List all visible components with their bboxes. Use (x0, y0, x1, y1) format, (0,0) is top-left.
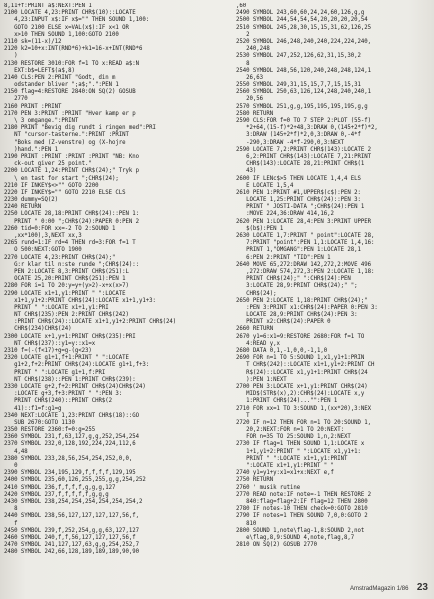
code-line: :MOVE 224,36:DRAW 414,16,2 (236, 211, 334, 218)
code-line: 2750 RETURN (236, 477, 274, 484)
code-line: 2510 SYMBOL 245,28,30,15,15,31,62,126,25 (236, 24, 371, 31)
code-line: 2660 RETURN (236, 326, 274, 333)
code-line: PEN 2:LOCATE 8,3:PRINT CHR$(251):L (4, 268, 129, 275)
code-line: 2440 SYMBOL 238,56,127,127,127,127,56,f, (4, 513, 139, 520)
code-line: EXT:b$=LEFT$(a$,8) (4, 67, 75, 74)
code-line: 2380 SYMBOL 233,28,56,254,254,252,0,0, (4, 455, 133, 462)
code-line: 810 (236, 520, 257, 527)
code-line: 3:LOCATE 28,9:PRINT CHR$(24);" "; (236, 283, 358, 290)
code-line: ,xx*100),3,NEXT xx,3 (4, 233, 82, 239)
code-line: 2170 PEN 3:PRINT :PRINT "Hver kamp er p (4, 110, 136, 117)
code-line: 2250 LOCATE 28,18:PRINT CHR$(24)::PEN 1: (4, 211, 139, 218)
page-number: 23 (416, 582, 428, 593)
code-line: PRINT " ":LOCATE x1+1,y1:PRI (4, 304, 109, 311)
code-line: $(b$):PEN 1 (236, 225, 284, 232)
code-line: 2730 IF flag=1 THEN SOUND 1,1:LOCATE x (236, 441, 365, 448)
code-line: OCATE 25,20:PRINT CHR$(251):PEN 1 (4, 276, 126, 283)
code-line: 26,63 (236, 74, 263, 81)
code-line: PRINT " JOSTI-DATA ";CHR$(24):PEN 1 (236, 204, 365, 211)
code-line: CHR$(24); (236, 290, 277, 297)
code-line: 4,48 (4, 448, 28, 455)
code-line: 2390 SYMBOL 234,195,129,f,f,f,f,129,195 (4, 470, 136, 477)
code-line: PRINT CHR$(240)::PRINT CHR$(2 (4, 398, 112, 405)
code-line: PRINT " 0:00 ";CHR$(24):PAPER 0:PEN 2 (4, 218, 139, 225)
code-line: 2610 PEN 1:PRINT #1,UPPER$(c$):PEN 2: (236, 189, 361, 196)
code-line: 1:PRINT CHR$(24)..."":PEN 1 (236, 398, 338, 405)
code-line: CHR$(143):LOCATE 28,21:PRINT CHR$(1 (236, 161, 365, 168)
code-line: 2720 IF n=12 THEN FOR n=1 TO 20:SOUND 1, (236, 419, 371, 426)
code-line: 3:DRAW (145+2*f)*2,0,3:DRAW 0,-4*f (236, 132, 361, 139)
code-line: 0 (4, 463, 18, 469)
page-footer (350, 577, 428, 595)
code-line: 8,11+f:PRINT a$:NEXT:PEN 1 (4, 3, 92, 9)
code-line: ) (4, 53, 18, 60)
code-line: 2340 NEXT:LOCATE 1,23:PRINT CHR$(18)::GO (4, 412, 139, 419)
code-line: 2450 SYMBOL 239,f,252,254,g,g,63,127,127 (4, 527, 139, 534)
code-line: NT "cursor-tasterne.":PRINT :PRINT (4, 132, 129, 139)
code-line: 2230 dummy=SQ(2) (4, 197, 58, 204)
code-line: 2 (236, 31, 250, 38)
code-line: GOTO 2100 ELSE x=VAL(x$):IF x<1 OR (4, 24, 129, 31)
code-line: 2760 ' musik rutine (236, 484, 301, 491)
code-line: x>10 THEN SOUND 1,100:GOTO 2100 (4, 31, 119, 38)
code-line: )hand.":PEN 1 (4, 146, 58, 153)
code-line: 2580 RETURN (236, 110, 274, 117)
code-line: 2430 SYMBOL 238,254,254,254,254,254,254,2 (4, 498, 143, 505)
code-line: 2400 SYMBOL 235,60,126,255,255,g,g,254,252 (4, 477, 146, 484)
code-line: 2140 CLS:PEN 2:PRINT "Godt, din m (4, 74, 116, 81)
code-line: :LOCATE g+3,f+3:PRINT " ":PEN 3: (4, 391, 123, 398)
code-line: 2190 PRINT :PRINT :PRINT :PRINT "NB: Kno (4, 153, 139, 160)
code-line: 2290 LOCATE x1+1,y1:PRINT " ":LOCATE (4, 290, 126, 297)
code-line: PRINT 1,"OMGANG":PEN 1:LOCATE 28,1 (236, 247, 361, 254)
code-line: f (4, 520, 18, 527)
code-line: 2100 LOCATE 4,23:PRINT CHR$(10)::LOCATE (4, 10, 136, 17)
code-line: ck-out giver 25 point." (4, 161, 92, 168)
code-line: \ 3 omgange.":PRINT (4, 118, 79, 124)
code-line: PRINT x2:CHR$(24):PAPER 0 (236, 319, 331, 326)
code-line: PRINT " ":LOCATE x1+1,y1:PRINT (236, 455, 348, 462)
code-line: 2490 SYMBOL 243,60,60,24,24,60,126,g,g (236, 10, 365, 17)
code-line: *2+64,(15-f)*2+48,3:DRAW 0,(145+2*f)*2, (236, 125, 378, 132)
listing-column-left (4, 3, 226, 595)
code-line: G:r klar til n:ste runde ";CHR$(24):: (4, 261, 139, 268)
code-line: "Boks med (Z-venstre) og (X-hojre (4, 139, 126, 146)
code-line: PRINT CHR$(24);" ":CHR$(24):PEN (236, 276, 351, 283)
code-line: 6:PEN 2:PRINT "TID":PEN 1 (236, 254, 331, 261)
code-line: 240,248 (236, 46, 270, 53)
code-line: 2520 SYMBOL 246,248,240,240,224,224,240, (236, 38, 371, 45)
code-line: NT CHR$(237)::y1=y::x1=x (4, 340, 96, 347)
code-line: PRINT " ":LOCATE g1+1,f:PRI (4, 369, 106, 376)
code-line: 840:flag=flag+2:IF flag=12 THEN 2800 (236, 498, 368, 505)
code-line: 2350 RESTORE 2360:f=0:g=255 (4, 427, 96, 434)
magazine-name: AmstradMagazin 1/86 (350, 586, 409, 592)
code-line: 2470 SYMBOL 241,127,127,63,g,g,254,252,7 (4, 542, 139, 549)
code-line: 8 (236, 60, 250, 67)
code-line: g1+2,f+2:PRINT CHR$(24):LOCATE g1+1,f+3: (4, 362, 150, 369)
code-line: 41)::f1=f:g1=g (4, 405, 62, 412)
code-line: 2790 IF notes=1 THEN SOUND 7,0,0:GOTO 2 (236, 513, 368, 520)
code-line: 2280 FOR i=1 TO 20:y=y+(y>2)-x+x(x>7) (4, 283, 129, 290)
code-line: 2640 MOVE 65,272:DRAW 142,272,2:MOVE 496 (236, 261, 371, 268)
code-line: 2620 PEN 1:LOCATE 28,4:PEN 3:PRINT UPPER (236, 218, 371, 225)
code-line: 2700 PEN 3:LOCATE x+1,y1:PRINT CHR$(24) (236, 383, 368, 390)
code-line: 6,2:PRINT CHR$(143):LOCATE 7,21:PRINT (236, 153, 371, 160)
code-line: LOCATE 1,25:PRINT CHR$(24)::PEN 3: (236, 197, 361, 204)
code-line: 2210 IF INKEY$<>"" GOTO 2200 (4, 182, 99, 189)
code-line: 2260 tid=0:FOR xx=-2 TO 2:SOUND 1 (4, 225, 116, 232)
code-line: 2770 (4, 96, 28, 103)
code-line: 2670 y1=6:x1=9:RESTORE 2680:FOR f=1 TO (236, 333, 365, 340)
code-line: 2180 PRINT "Bevig dig rundt i ringen med":PRI (4, 125, 156, 132)
code-line: 2570 SYMBOL 251,g,g,195,195,195,195,g,g (236, 103, 368, 110)
code-line: 2300 LOCATE x+1,y+1:PRINT CHR$(235):PRI (4, 333, 136, 340)
code-line: 2310 f=(-(f<17)+g=g-(g<23) (4, 348, 92, 354)
code-line: ":LOCATE x1+1,y1:PRINT " " (236, 463, 334, 469)
code-line: 20,2:NEXT:FOR n=1 TO 20:NEXT: (236, 427, 344, 434)
code-line: 2590 LOCATE 7,2:PRINT CHR$(143):LOCATE 2 (236, 146, 371, 153)
code-line: 2770 READ note:IF note=-1 THEN RESTORE 2 (236, 491, 371, 498)
code-line: -290,3:DRAW -4*f-290,0,3:NEXT (236, 139, 344, 146)
code-line: 7:PRINT "point":PEN 1,1:LOCATE 1,4,16: (236, 240, 375, 247)
code-line: T CHR$(242)::LOCATE x1+1,y1+2:PRINT CH (236, 362, 375, 369)
code-line: R$(24)::LOCATE x1,y1+1:PRINT CHR$(24 (236, 369, 368, 376)
code-line: 2690 FOR n=1 TO 5:SOUND 1,x1,y1+1:PRIN (236, 355, 365, 362)
code-line: odstander bliver ";a$;".":PEN 1 (4, 82, 119, 89)
code-line: 2530 SYMBOL 247,252,126,62,31,15,30,2 (236, 53, 361, 60)
code-line: :PEN 3:PRINT x1:CHR$(24):PAPER 0:PEN 3: (236, 304, 378, 311)
listing-column-right (236, 3, 430, 579)
code-line: 43) (236, 168, 257, 175)
code-line: 2420 SYMBOL 237,f,f,f,f,f,g,g,g (4, 491, 109, 498)
code-line: 2110 sk=(11-x)/12 (4, 38, 62, 45)
code-line: 2240 RETURN (4, 204, 42, 211)
code-line: LOCATE 28,9:PRINT CHR$(24):PEN 3: (236, 312, 358, 319)
code-line: 2360 SYMBOL 231,f,63,127,g,g,252,254,254 (4, 434, 139, 441)
code-line: x1+1,y1+2:PRINT CHR$(24):LOCATE x1+1,y1+3: (4, 297, 156, 304)
code-line: CHR$(234)CHR$(24) (4, 326, 72, 333)
code-line: FOR n=35 TO 25:SOUND 1,n,2:NEXT (236, 434, 351, 441)
code-line: 2710 FOR xx=1 TO 3:SOUND 1,(xx*20),3:NEX (236, 405, 371, 412)
code-line: ,60 (236, 3, 247, 9)
code-line: 2200 LOCATE 1,24:PRINT CHR$(24);" Tryk p (4, 168, 139, 175)
code-line: 1+1,y1+2:PRINT " ":LOCATE x1,y1+1: (236, 448, 361, 455)
code-line: T (236, 412, 250, 419)
code-line: 4,23:INPUT x$:IF x$="" THEN SOUND 1,100: (4, 17, 150, 24)
code-line: 2550 SYMBOL 249,31,15,15,7,7,15,15,31 (236, 82, 361, 89)
code-line: 2330 LOCATE g+2,f+2:PRINT CHR$(24)CHR$(24) (4, 383, 146, 390)
code-line: E LOCATE 1,5,4 (236, 182, 294, 189)
code-line: 2410 SYMBOL 236,f,f,f,f,g,g,g,127 (4, 484, 116, 491)
code-line: MID$(STR$(x),2):CHR$(24):LOCATE x,y (236, 391, 365, 398)
code-line: e\flag,8,9:SOUND 4,note,flag,8,7 (236, 534, 355, 541)
code-line: NT CHR$(238)::PEN 1:PRINT CHR$(239): (4, 376, 136, 383)
code-line: 2680 DATA 0,1,-1,0,0,-1,1,0 (236, 348, 328, 354)
code-line: NT CHR$(235):PEN 2:PRINT CHR$(242) (4, 312, 129, 319)
code-line: 2265 rund=1:IF rd=4 THEN rd=3:FOR f=1 T (4, 240, 136, 247)
code-line: 2740 y1=y1+y:x1=x1+x:NEXT e,f (236, 470, 334, 477)
code-line: 2220 IF INKEY$="" GOTO 2210 ELSE CLS (4, 189, 126, 196)
code-line: 2270 LOCATE 4,23:PRINT CHR$(24);" (4, 254, 116, 261)
code-line: 2590 CLS:FOR f=0 TO 7 STEP 2:PLOT (55-f) (236, 118, 371, 124)
code-line: 2800 SOUND 1,note\flag-1,8:SOUND 2,not (236, 527, 365, 534)
code-line: 2130 RESTORE 3010:FOR f=1 TO x:READ a$:N (4, 60, 139, 67)
code-line: 2370 SYMBOL 232,0,128,192,224,224,112,6 (4, 441, 136, 448)
code-line: SUB 2670:GOTO 1130 (4, 419, 75, 426)
code-line: ):PEN 1:NEXT (236, 376, 287, 383)
code-line: O 500:NEXT:GOTO 1900 (4, 247, 82, 254)
code-line: 2650 PEN 2:LOCATE 1,18:PRINT CHR$(24);" (236, 297, 368, 304)
code-line: 2630 LOCATE 1,7:PRINT " point":LOCATE 28, (236, 233, 375, 239)
code-line: 2480 SYMBOL 242,66,128,189,189,189,90,90 (4, 549, 139, 556)
code-line: 2160 PRINT :PRINT (4, 103, 62, 110)
code-line: 2780 IF notes-10 THEN check=0:GOTO 2810 (236, 506, 368, 513)
code-line: 4:READ y,x (236, 340, 280, 347)
code-line: 2600 IF LENc$>5 THEN LOCATE 1,4,4 ELS (236, 175, 361, 182)
code-line: 2560 SYMBOL 250,63,126,124,248,240,240,1 (236, 89, 371, 96)
code-line: 2500 SYMBOL 244,54,54,54,20,20,20,20,54 (236, 17, 368, 24)
code-line: 20,56 (236, 96, 263, 103)
code-line: ,272:DRAW 574,272,3:PEN 2:LOCATE 1,18: (236, 268, 375, 275)
code-line: \ en tast for start ";CHR$(24); (4, 175, 119, 182)
code-line: :PRINT CHR$(24)::LOCATE x1+1,y1+2:PRINT CHR$(24) (4, 319, 177, 326)
code-line: 2810 ON SQ(2) GOSUB 2770 (236, 542, 317, 549)
code-line: 2150 flag=4:RESTORE 2840:ON SQ(2) GOSUB (4, 89, 136, 96)
code-line: 2320 LOCATE g1+1,f+1:PRINT " ":LOCATE (4, 355, 129, 362)
code-line: 2540 SYMBOL 248,56,120,240,248,248,124,1 (236, 67, 371, 74)
code-line: 2120 k2=10+x:INT(RND*6)+k1=16-x+INT(RND*6 (4, 46, 143, 53)
code-line: 2460 SYMBOL 240,f,f,56,127,127,127,56,f (4, 534, 136, 541)
code-line: 8 (4, 506, 18, 513)
